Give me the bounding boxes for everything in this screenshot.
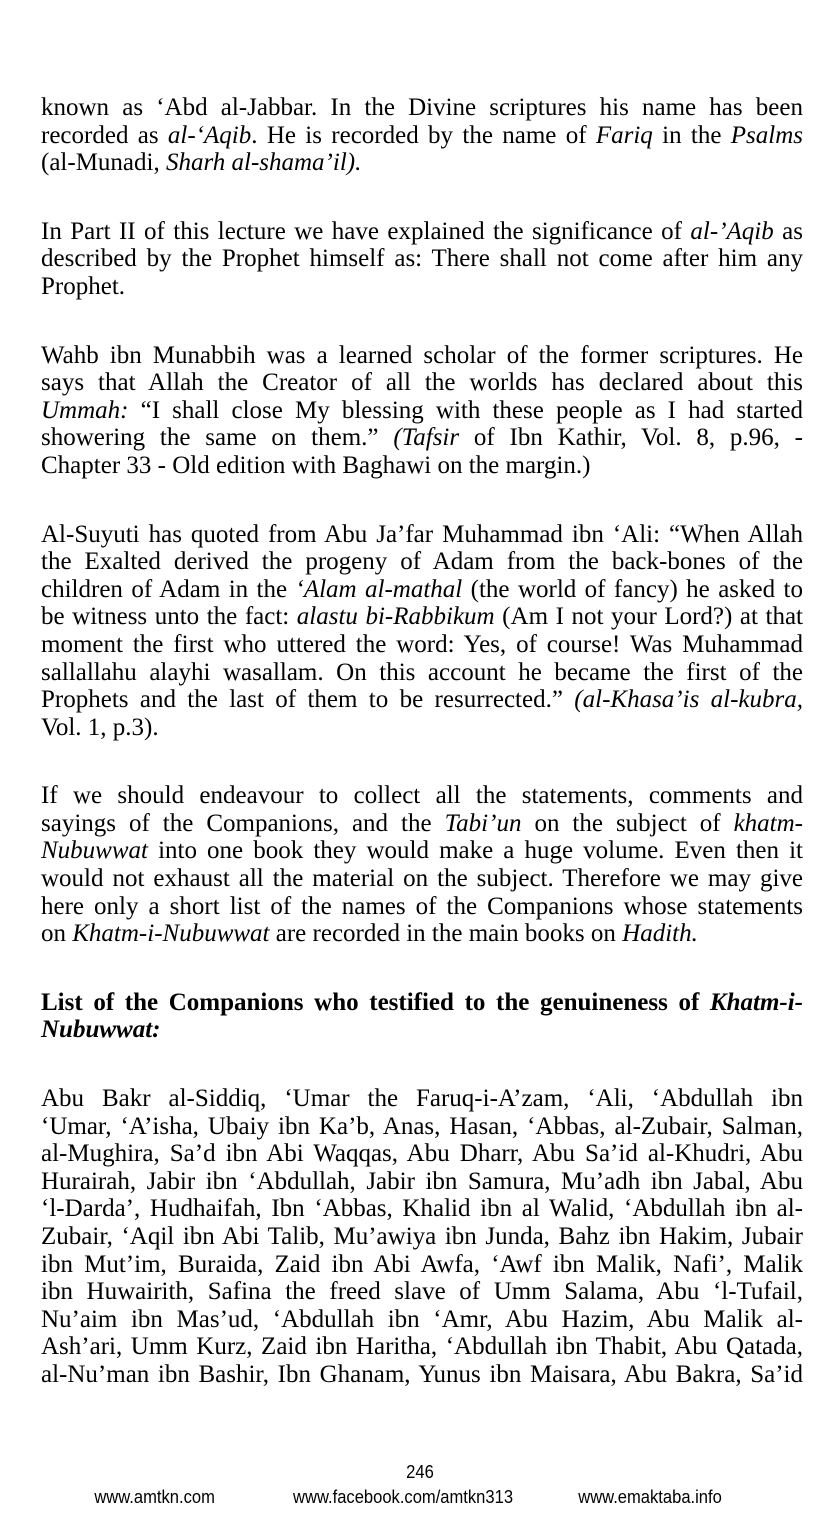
- text-line: [41, 989, 803, 1017]
- text-line: [41, 1333, 803, 1361]
- text-run: “I shall close My blessing with these people as I had started: [128, 396, 803, 424]
- text-run: children of Adam in the: [41, 575, 296, 603]
- text-line: [41, 452, 803, 480]
- text-run: would not exhaust all the material on the subject. Therefore we may give: [41, 865, 803, 893]
- text-run: In Part II of this lecture we have explained the significance of: [41, 217, 691, 245]
- text-line: [41, 810, 803, 838]
- text-line: [41, 1306, 803, 1334]
- styled-text: khatm-: [733, 809, 803, 837]
- styled-text: Ummah:: [41, 396, 129, 424]
- page-number: 246: [406, 1462, 434, 1482]
- text-line: [41, 94, 803, 122]
- paragraph: [41, 1085, 803, 1389]
- text-run: Wahb ibn Munabbih was a learned scholar of the former scriptures. He: [41, 341, 803, 369]
- text-line: [41, 714, 803, 742]
- text-run: . He is recorded by the name of: [251, 121, 596, 149]
- text-line: [41, 149, 803, 177]
- text-line: [41, 1195, 803, 1223]
- text-run: in the: [652, 121, 731, 149]
- text-run: here only a short list of the names of the Companions whose statements: [41, 892, 803, 920]
- paragraph: [41, 342, 803, 480]
- text-line: [41, 218, 803, 246]
- paragraph: [41, 782, 803, 948]
- text-run: are recorded in the main books on: [269, 920, 623, 948]
- paragraph: [41, 218, 803, 301]
- footer-link-amtkn[interactable]: www.amtkn.com: [94, 1487, 215, 1507]
- text-line: [41, 576, 803, 604]
- styled-text: Tabi’un: [444, 809, 522, 837]
- text-line: [41, 1113, 803, 1141]
- text-line: [41, 424, 803, 452]
- text-run: ibn Huwairith, Safina the freed slave of Umm Salama, Abu ‘l-Tufail,: [41, 1278, 803, 1306]
- text-line: [41, 631, 803, 659]
- text-line: [41, 865, 803, 893]
- text-run: as: [773, 217, 803, 245]
- styled-text: Hadith.: [622, 920, 698, 948]
- text-line: [41, 1361, 803, 1389]
- styled-text: List of the Companions who testified to the genuineness of: [41, 988, 710, 1016]
- text-run: Ash’ari, Umm Kurz, Zaid ibn Haritha, ‘Abdullah ibn Thabit, Abu Qatada,: [41, 1333, 803, 1361]
- text-run: Al-Suyuti has quoted from Abu Ja’far Muhammad ibn ‘Ali: “When Allah: [41, 520, 803, 548]
- text-run: ibn Mut’im, Buraida, Zaid ibn Abi Awfa, ‘Awf ibn Malik, Nafi’, Malik: [41, 1250, 803, 1278]
- text-run: sayings of the Companions, and the: [41, 809, 445, 837]
- styled-text: Nubuwwat:: [41, 1016, 161, 1044]
- footer-link-emaktaba[interactable]: www.emaktaba.info: [578, 1487, 722, 1507]
- text-line: [41, 548, 803, 576]
- text-line: [41, 920, 803, 948]
- text-line: [41, 1251, 803, 1279]
- text-line: [41, 397, 803, 425]
- text-run: into one book they would make a huge volume. Even then it: [147, 837, 803, 865]
- text-line: [41, 837, 803, 865]
- text-line: [41, 1085, 803, 1113]
- styled-text: (Tafsir: [393, 424, 460, 452]
- text-line: [41, 342, 803, 370]
- paragraph: [41, 94, 803, 177]
- text-run: Hurairah, Jabir ibn ‘Abdullah, Jabir ibn Samura, Mu’adh ibn Jabal, Abu: [41, 1167, 803, 1195]
- text-run: (al-Munadi,: [41, 149, 166, 177]
- text-run: Vol. 1, p.3).: [41, 713, 159, 741]
- text-run: If we should endeavour to collect all the statements, comments and: [41, 782, 803, 810]
- page-body-text: [41, 94, 803, 1430]
- text-run: Prophets and the last of them to be resurrected.”: [41, 686, 575, 714]
- section-heading: [41, 989, 803, 1044]
- text-run: (the world of fancy) he asked to: [462, 575, 803, 603]
- styled-text: (al-Khasa’is al-kubra,: [574, 686, 803, 714]
- text-run: ‘Umar, ‘A’isha, Ubaiy ibn Ka’b, Anas, Hasan, ‘Abbas, al-Zubair, Salman,: [41, 1112, 803, 1140]
- text-line: [41, 686, 803, 714]
- text-line: [41, 659, 803, 687]
- text-run: recorded as: [41, 121, 168, 149]
- text-run: Chapter 33 - Old edition with Baghawi on the margin.): [41, 451, 591, 479]
- styled-text: al-’Aqib: [690, 217, 774, 245]
- text-line: [41, 1016, 803, 1044]
- styled-text: Sharh al-shama’il).: [165, 149, 362, 177]
- text-line: [41, 122, 803, 150]
- styled-text: Khatm-i-: [709, 988, 803, 1016]
- text-line: [41, 521, 803, 549]
- text-line: [41, 893, 803, 921]
- styled-text: al-‘Aqib: [167, 121, 252, 149]
- text-line: [41, 1223, 803, 1251]
- text-run: Nu’aim ibn Mas’ud, ‘Abdullah ibn ‘Amr, Abu Hazim, Abu Malik al-: [41, 1305, 803, 1333]
- styled-text: Fariq: [595, 121, 653, 149]
- text-run: (Am I not your Lord?) at that: [494, 603, 804, 631]
- footer-link-facebook[interactable]: www.facebook.com/amtkn313: [293, 1487, 514, 1507]
- text-line: [41, 1168, 803, 1196]
- text-run: says that Allah the Creator of all the worlds has declared about this: [41, 369, 803, 397]
- text-line: [41, 1140, 803, 1168]
- styled-text: Psalms: [730, 121, 804, 149]
- text-run: the Exalted derived the progeny of Adam from the back-bones of the: [41, 548, 803, 576]
- text-run: Zubair, ‘Aqil ibn Abi Talib, Mu’awiya ibn Junda, Bahz ibn Hakim, Jubair: [41, 1223, 803, 1250]
- text-run: on: [41, 920, 73, 948]
- text-line: [41, 1278, 803, 1306]
- text-run: Prophet.: [41, 272, 126, 300]
- text-run: al-Nu’man ibn Bashir, Ibn Ghanam, Yunus ibn Maisara, Abu Bakra, Sa’id: [41, 1360, 803, 1388]
- text-run: ‘l-Darda’, Hudhaifah, Ibn ‘Abbas, Khalid ibn al Walid, ‘Abdullah ibn al-: [41, 1195, 803, 1223]
- text-run: known as ‘Abd al-Jabbar. In the Divine scriptures his name has been: [41, 94, 803, 121]
- paragraph: [41, 521, 803, 742]
- text-run: moment the first who uttered the word: Yes, of course! Was Muhammad: [41, 630, 803, 658]
- text-run: of Ibn Kathir, Vol. 8, p.96, -: [459, 424, 803, 452]
- text-line: [41, 369, 803, 397]
- text-line: [41, 273, 803, 301]
- text-run: be witness unto the fact:: [41, 603, 297, 631]
- styled-text: ‘Alam al-mathal: [295, 575, 463, 603]
- text-run: al-Mughira, Sa’d ibn Abi Waqqas, Abu Dharr, Abu Sa’id al-Khudri, Abu: [41, 1140, 803, 1168]
- styled-text: Nubuwwat: [41, 837, 148, 865]
- text-run: Abu Bakr al-Siddiq, ‘Umar the Faruq-i-A’zam, ‘Ali, ‘Abdullah ibn: [41, 1085, 803, 1113]
- text-line: [41, 245, 803, 273]
- styled-text: alastu bi-Rabbikum: [296, 603, 495, 631]
- text-run: on the subject of: [521, 809, 734, 837]
- text-line: [41, 782, 803, 810]
- text-run: showering the same on them.”: [41, 424, 394, 452]
- styled-text: Khatm-i-Nubuwwat: [72, 920, 270, 948]
- text-run: sallallahu alayhi wasallam. On this account he became the first of the: [41, 658, 803, 686]
- text-line: [41, 603, 803, 631]
- text-run: described by the Prophet himself as: There shall not come after him any: [41, 245, 803, 273]
